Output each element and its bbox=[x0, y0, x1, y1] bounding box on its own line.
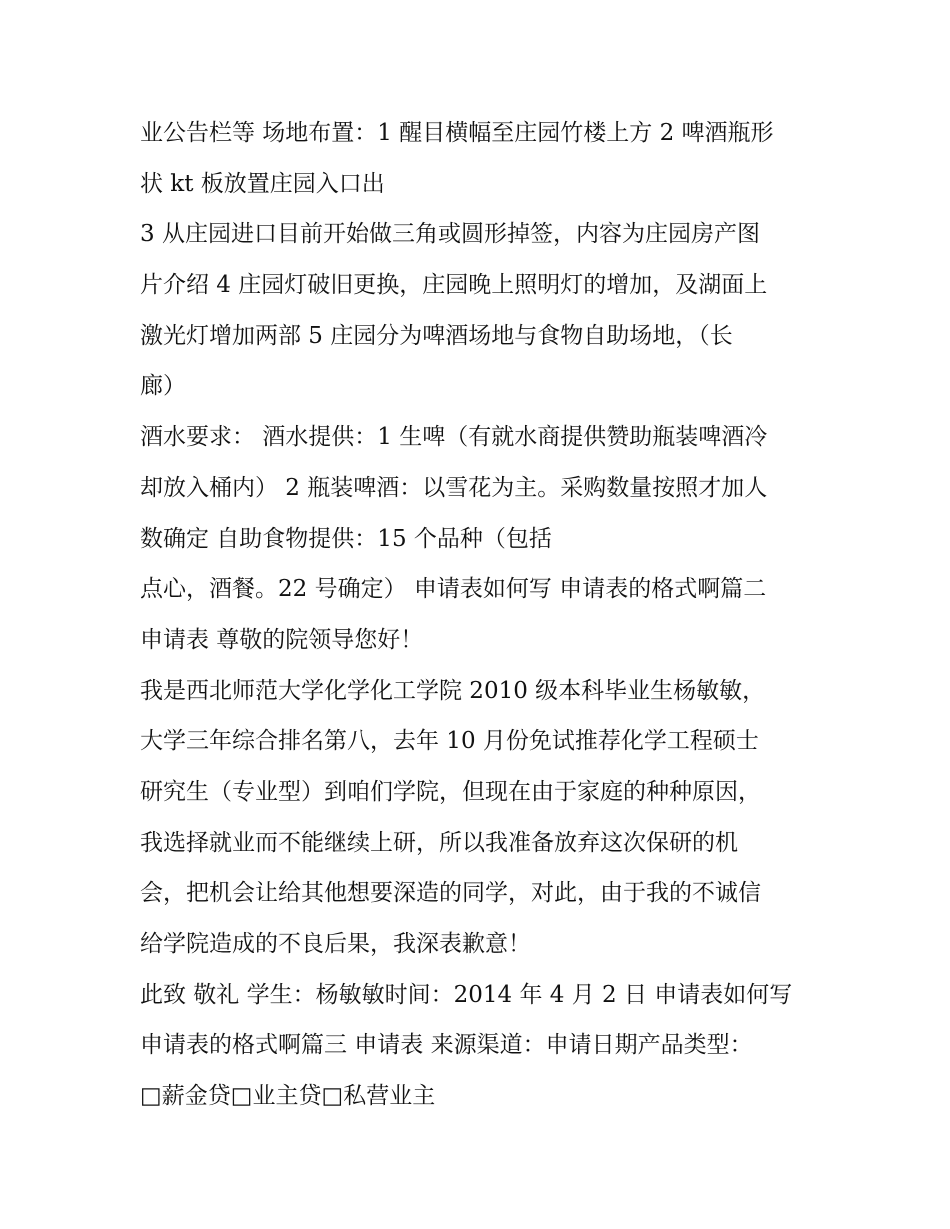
text-line: 激光灯增加两部 5 庄园分为啤酒场地与食物自助场地，（长 bbox=[140, 322, 733, 349]
text-line: 廊） bbox=[140, 373, 186, 400]
text-line: □薪金贷□业主贷□私营业主 bbox=[140, 1083, 436, 1110]
text-line: 我是西北师范大学化学化工学院 2010 级本科毕业生杨敏敏， bbox=[140, 677, 766, 704]
text-line: 却放入桶内） 2 瓶装啤酒：以雪花为主。采购数量按照才加人 bbox=[140, 474, 768, 501]
text-line: 我选择就业而不能继续上研，所以我准备放弃这次保研的机 bbox=[140, 829, 738, 856]
text-line: 申请表 尊敬的院领导您好！ bbox=[140, 626, 424, 653]
text-line: 业公告栏等 场地布置：1 醒目横幅至庄园竹楼上方 2 啤酒瓶形 bbox=[140, 120, 774, 146]
text-line: 会，把机会让给其他想要深造的同学，对此，由于我的不诚信 bbox=[140, 880, 761, 907]
document-body bbox=[140, 108, 830, 1122]
text-line: 3 从庄园进口目前开始做三角或圆形掉签，内容为庄园房产图 bbox=[140, 221, 760, 248]
text-line: 状 kt 板放置庄园入口出 bbox=[140, 170, 385, 197]
text-line: 大学三年综合排名第八，去年 10 月份免试推荐化学工程硕士 bbox=[140, 728, 759, 755]
text-line: 给学院造成的不良后果，我深表歉意！ bbox=[140, 931, 531, 957]
text-line: 酒水要求： 酒水提供：1 生啤（有就水商提供赞助瓶装啤酒冷 bbox=[140, 424, 768, 451]
text-line: 申请表的格式啊篇三 申请表 来源渠道：申请日期产品类型： bbox=[140, 1032, 753, 1059]
text-line: 研究生（专业型）到咱们学院，但现在由于家庭的种种原因， bbox=[140, 778, 761, 805]
text-line: 数确定 自助食物提供：15 个品种（包括 bbox=[140, 525, 552, 552]
text-line: 此致 敬礼 学生：杨敏敏时间：2014 年 4 月 2 日 申请表如何写 bbox=[140, 981, 793, 1008]
text-line: 片介绍 4 庄园灯破旧更换，庄园晚上照明灯的增加，及湖面上 bbox=[140, 272, 768, 299]
text-line: 点心，酒餐。22 号确定） 申请表如何写 申请表的格式啊篇二 bbox=[140, 576, 767, 603]
